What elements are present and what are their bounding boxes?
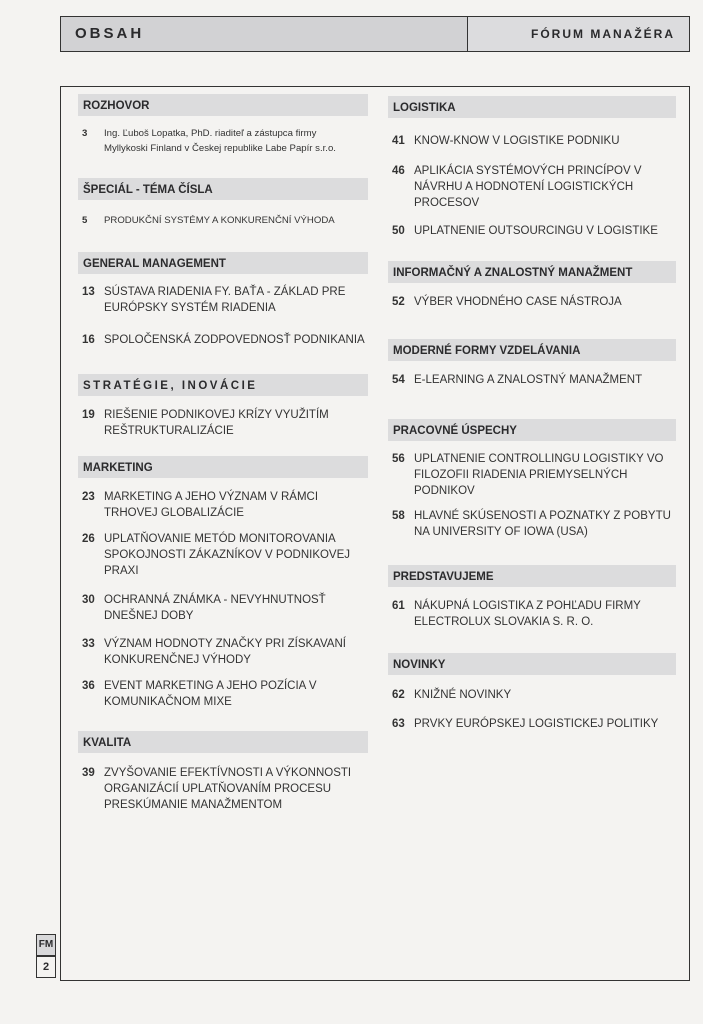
page-number: 3 (82, 128, 88, 139)
page-number: 50 (392, 225, 405, 237)
entry-title: KNOW-KNOW V LOGISTIKE PODNIKU (414, 135, 620, 147)
page-number: 62 (392, 689, 405, 701)
magazine-tag: FM (36, 934, 56, 956)
page-number: 41 (392, 135, 405, 147)
section-rozhovor: ROZHOVOR (78, 94, 368, 116)
section-kvalita: KVALITA (78, 731, 368, 753)
entry-title: RIEŠENIE PODNIKOVEJ KRÍZY VYUŽITÍM REŠTRUKTURALIZÁCIE (104, 409, 329, 437)
entry-title: KNIŽNÉ NOVINKY (414, 689, 512, 701)
page-header (60, 16, 690, 52)
entry-title: HLAVNÉ SKÚSENOSTI A POZNATKY Z POBYTU NA UNIVERSITY OF IOWA (USA) (414, 510, 671, 538)
entry-title: APLIKÁCIA SYSTÉMOVÝCH PRINCÍPOV V NÁVRHU A HODNOTENÍ LOGISTICKÝCH PROCESOV (414, 165, 642, 209)
section-strategie: STRATÉGIE, INOVÁCIE (78, 374, 368, 396)
page-number: 26 (82, 533, 95, 545)
entry-title: Ing. Ľuboš Lopatka, PhD. riaditeľ a zástupca firmy Myllykoski Finland v Českej republike Labe Papír s.r.o. (104, 128, 336, 154)
page-number: 54 (392, 374, 405, 386)
section-informacny-manazment: INFORMAČNÝ A ZNALOSTNÝ MANAŽMENT (388, 261, 676, 283)
header-title-box (61, 17, 468, 51)
section-novinky: NOVINKY (388, 653, 676, 675)
entry-title: ZVYŠOVANIE EFEKTÍVNOSTI A VÝKONNOSTI ORGANIZÁCIÍ UPLATŇOVANÍM PROCESU PRESKÚMANIE MANAŽMENTOM (104, 767, 352, 811)
section-logistika: LOGISTIKA (388, 96, 676, 118)
entry-title: PRVKY EURÓPSKEJ LOGISTICKEJ POLITIKY (414, 718, 659, 730)
section-moderne-formy: MODERNÉ FORMY VZDELÁVANIA (388, 339, 676, 361)
entry-title: VÝBER VHODNÉHO CASE NÁSTROJA (414, 296, 622, 308)
entry-title: UPLATNENIE CONTROLLINGU LOGISTIKY VO FILOZOFII RIADENIA PRIEMYSELNÝCH PODNIKOV (414, 453, 664, 497)
page-number: 46 (392, 165, 405, 177)
page-number: 36 (82, 680, 95, 692)
page-number: 5 (82, 215, 88, 226)
entry-title: SPOLOČENSKÁ ZODPOVEDNOSŤ PODNIKANIA (104, 334, 365, 346)
section-predstavujeme: PREDSTAVUJEME (388, 565, 676, 587)
section-special: ŠPECIÁL - TÉMA ČÍSLA (78, 178, 368, 200)
page-number: 58 (392, 510, 405, 522)
entry-title: MARKETING A JEHO VÝZNAM V RÁMCI TRHOVEJ GLOBALIZÁCIE (104, 491, 319, 519)
page-number: 61 (392, 600, 405, 612)
page-number: 33 (82, 638, 95, 650)
entry-title: VÝZNAM HODNOTY ZNAČKY PRI ZÍSKAVANÍ KONKURENČNEJ VÝHODY (104, 638, 346, 666)
page-number: 19 (82, 409, 95, 421)
page-number: 16 (82, 334, 95, 346)
page-number: 30 (82, 594, 95, 606)
entry-title: UPLATŇOVANIE METÓD MONITOROVANIA SPOKOJNOSTI ZÁKAZNÍKOV V PODNIKOVEJ PRAXI (104, 533, 351, 577)
section-general-management: GENERAL MANAGEMENT (78, 252, 368, 274)
page-number: 23 (82, 491, 95, 503)
header-title: OBSAH (75, 25, 145, 42)
page-number: 63 (392, 718, 405, 730)
entry-title: EVENT MARKETING A JEHO POZÍCIA V KOMUNIKAČNOM MIXE (104, 680, 317, 708)
page-number: 39 (82, 767, 95, 779)
page-number: 56 (392, 453, 405, 465)
entry-title: SÚSTAVA RIADENIA FY. BAŤA - ZÁKLAD PRE EURÓPSKY SYSTÉM RIADENIA (104, 286, 346, 314)
page-number: 13 (82, 286, 95, 298)
entry-title: PRODUKČNÍ SYSTÉMY A KONKURENČNÍ VÝHODA (104, 215, 335, 226)
section-pracovne-uspechy: PRACOVNÉ ÚSPECHY (388, 419, 676, 441)
entry-title: NÁKUPNÁ LOGISTIKA Z POHĽADU FIRMY ELECTROLUX SLOVAKIA S. R. O. (414, 600, 641, 628)
entry-title: E-LEARNING A ZNALOSTNÝ MANAŽMENT (414, 374, 643, 386)
entry-title: OCHRANNÁ ZNÁMKA - NEVYHNUTNOSŤ DNEŠNEJ DOBY (104, 594, 326, 622)
page-number-footer: 2 (36, 956, 56, 978)
magazine-name: FÓRUM MANAŽÉRA (531, 27, 675, 41)
section-marketing: MARKETING (78, 456, 368, 478)
entry-title: UPLATNENIE OUTSOURCINGU V LOGISTIKE (414, 225, 658, 237)
page-number: 52 (392, 296, 405, 308)
